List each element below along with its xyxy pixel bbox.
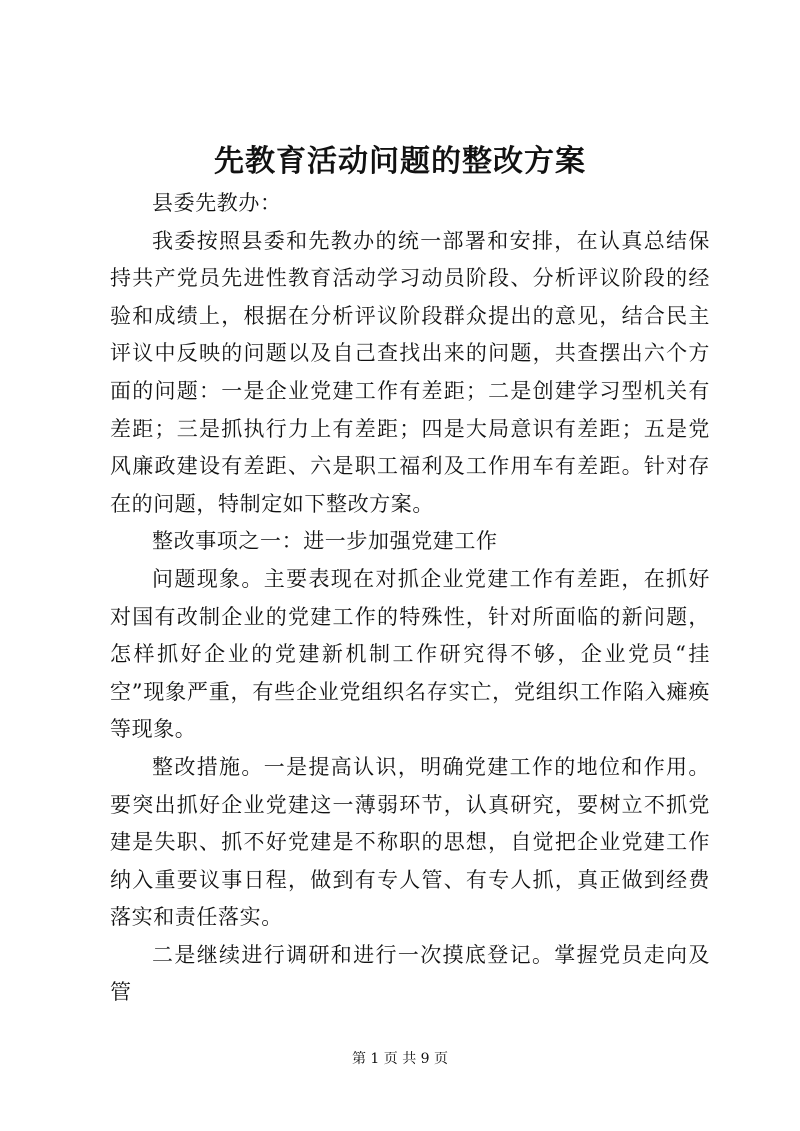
page-footer: 第 1 页 共 9 页 [351, 1051, 449, 1067]
paragraph-intro: 我委按照县委和先教办的统一部署和安排，在认真总结保持共产党员先进性教育活动学习动员阶段、分析评议阶段的经验和成绩上，根据在分析评议阶段群众提出的意见，结合民主评议中反映的问题以及自己查找出来的问题，共查摆出六个方面的问题：一是企业党建工作有差距；二是创建学习型机关有差距；三是抓执行力上有差距；四是大局意识有差距；五是党风廉政建设有差距、六是职工福利及工作用车有差距。针对存在的问题，特制定如下整改方案。 [110, 228, 710, 516]
document-title: 先教育活动问题的整改方案 [214, 144, 586, 179]
document-body [110, 185, 710, 1012]
paragraph-measure-two: 二是继续进行调研和进行一次摸底登记。掌握党员走向及管 [110, 942, 710, 1005]
paragraph-measures: 整改措施。一是提高认识，明确党建工作的地位和作用。要突出抓好企业党建这一薄弱环节，认真研究，要树立不抓党建是失职、抓不好党建是不称职的思想，自觉把企业党建工作纳入重要议事日程，做到有专人管、有专人抓，真正做到经费落实和责任落实。 [110, 754, 710, 930]
salutation: 县委先教办： [152, 191, 282, 215]
paragraph-problem: 问题现象。主要表现在对抓企业党建工作有差距，在抓好对国有改制企业的党建工作的特殊性，针对所面临的新问题，怎样抓好企业的党建新机制工作研究得不够，企业党员“挂空”现象严重，有些企业党组织名存实亡，党组织工作陷入瘫痪等现象。 [110, 566, 710, 742]
section-heading-1: 整改事项之一：进一步加强党建工作 [152, 529, 498, 554]
